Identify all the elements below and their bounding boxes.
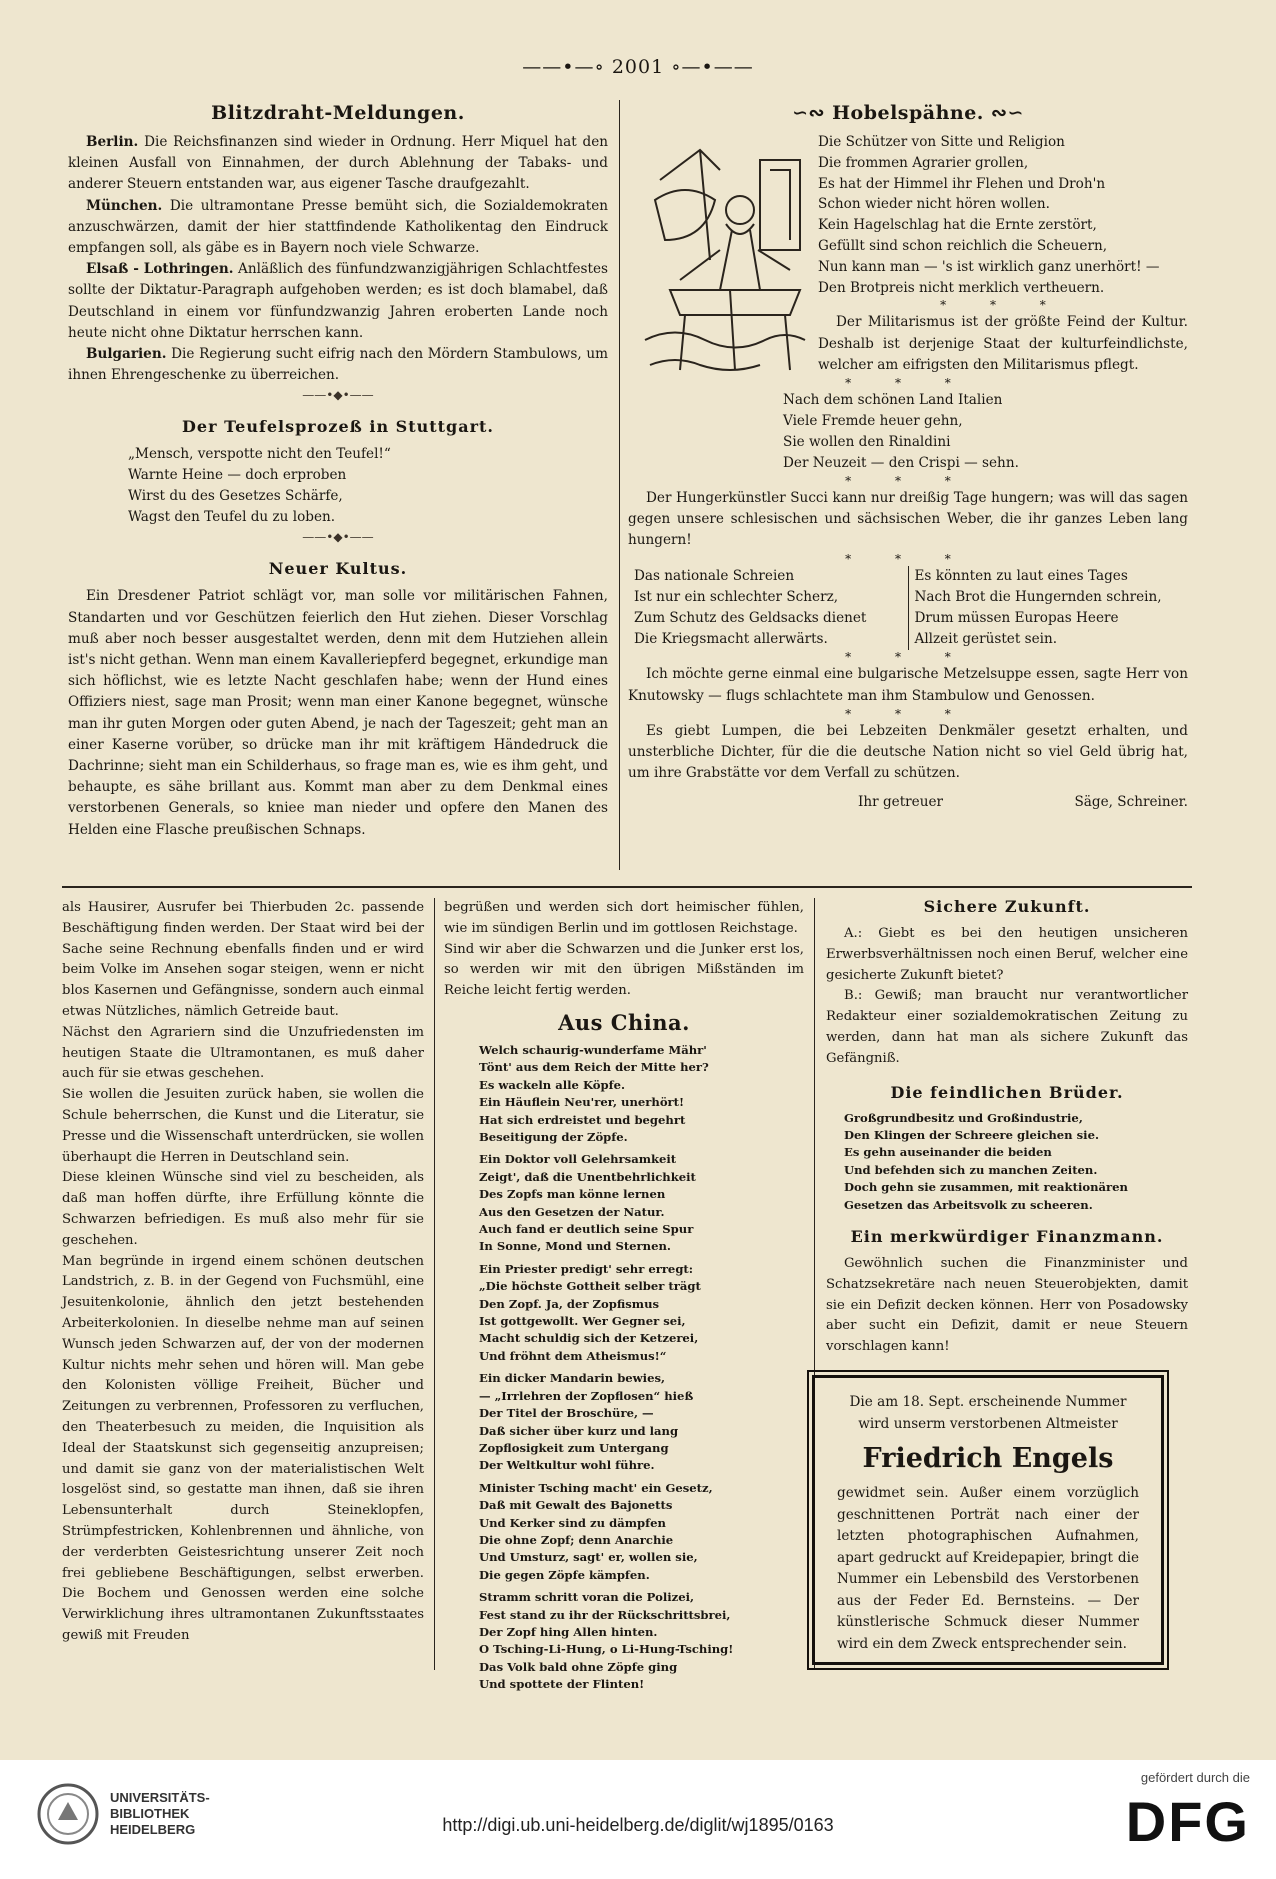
zukunft-title: Sichere Zukunft. bbox=[923, 897, 1091, 916]
ornament-divider: ——•◆•—— bbox=[302, 388, 374, 403]
intro-text: begrüßen und werden sich dort heimischer fühlen, wie im sündigen Berlin und im gottlosen Reichstage. Sind wir aber die Schwarzen und die Junker erst los, so werden wir mit den übrigen Mißständen im Reiche leicht fertig werden. bbox=[444, 900, 804, 999]
bottom-column-3 bbox=[826, 894, 1188, 1364]
page-number-value: 2001 bbox=[611, 56, 665, 78]
column-rule-top bbox=[619, 100, 620, 870]
stanza: Stramm schritt voran die Polizei, Fest stand zu ihr der Rückschrittsbrei, Der Zopf hing Allen hinten. O Tsching-Li-Hung, o Li-Hung-Tsching! Das Volk bald ohne Zöpfe ging Und spottete der Flinten! bbox=[479, 1590, 734, 1692]
suppe-text: Ich möchte gerne einmal eine bulgarische Metzelsuppe essen, sagte Herr von Knutowsky — flugs schlachtete man ihm Stambulow und Genossen. bbox=[628, 666, 1188, 704]
university-name: UNIVERSITÄTS- BIBLIOTHEK HEIDELBERG bbox=[110, 1790, 210, 1837]
bottom-column-2 bbox=[444, 898, 804, 1692]
militarismus-text: Der Militarismus ist der größte Feind der Kultur. Deshalb ist derjenige Staat der kulturfeindlichste, welcher am eifrigsten den Militarismus pflegt. bbox=[818, 314, 1188, 373]
source-url-link[interactable]: http://digi.ub.uni-heidelberg.de/diglit/wj1895/0163 bbox=[442, 1815, 834, 1835]
news-item-bulgarien: Bulgarien. Die Regierung sucht eifrig nach den Mördern Stambulows, um ihnen Ehrengeschenke zu überreichen. bbox=[68, 346, 608, 384]
zukunft-a: A.: Giebt es bei den heutigen unsicheren Erwerbsverhältnissen noch einen Beruf, welcher eine gesicherte Zukunft bietet? bbox=[826, 926, 1188, 983]
top-left-column bbox=[68, 92, 608, 874]
ornament-divider: ——•◆•—— bbox=[302, 530, 374, 545]
hobelspaehne-title: ∽∾ Hobelspähne. ∾∽ bbox=[792, 102, 1024, 124]
stanza: Welch schaurig-wunderfame Mähr' Tönt' aus dem Reich der Mitte her? Es wackeln alle Köpfe. Ein Häuflein Neu'rer, unerhört! Hat sich erdreistet und begehrt Beseitigung der Zöpfe. bbox=[479, 1042, 709, 1145]
zukunft-b: B.: Gewiß; man braucht nur verantwortlicher Redakteur einer sozialdemokratischen Zeitung zu werden, dann hat man als sichere Zukunft das Gefängniß. bbox=[826, 988, 1188, 1066]
university-seal-icon bbox=[36, 1782, 100, 1846]
bottom-column-1 bbox=[62, 898, 424, 1678]
dfg-logo: DFG bbox=[1125, 1790, 1250, 1853]
finanz-title: Ein merkwürdiger Finanzmann. bbox=[850, 1227, 1164, 1247]
brueder-title: Die feindlichen Brüder. bbox=[890, 1082, 1124, 1102]
finanz-text: Gewöhnlich suchen die Finanzminister und Schatzsekretäre nach neuen Steuerobjekten, damit sie ein Defizit decken können. Herr von Posadowsky aber sucht ein Defizit, damit er neue Steuern vorschlagen kann! bbox=[826, 1256, 1188, 1355]
funded-by-label: gefördert durch die bbox=[1140, 1770, 1250, 1785]
brueder-poem: Großgrundbesitz und Großindustrie, Den Klingen der Schreere gleichen sie. Es gehn auseinander die beiden Und befehden sich zu manchen Zeiten. Doch gehn sie zusammen, mit reaktionären Gesetzen das Arbeitsvolk zu scheeren. bbox=[844, 1110, 1128, 1212]
notice-top: Die am 18. Sept. erscheinende Nummer wird unserm verstorbenen Altmeister bbox=[849, 1394, 1127, 1432]
kultus-text: Ein Dresdener Patriot schlägt vor, man solle vor militärischen Fahnen, Standarten und vor Geschützen feierlich den Hut ziehen. Dieser Vorschlag muß aber noch besser ausgestaltet werden, denn mit dem Hutziehen allein ist's nicht gethan. Wenn man einem Kavalleriepferd begegnet, erkundige man sich höflichst, wie es letzte Nacht geschlafen habe; wenn der Hund eines Offiziers niest, sage man Prosit; wenn man einer Kanone begegnet, wünsche man ihr guten Morgen oder guten Abend, je nach der Tageszeit; geht man an einer Kaserne vorüber, so drücke man ihr mit kräftigem Händedruck die Dachrinne; sieht man ein Schilderhaus, so frage man es, wie es ihm geht, und behaupte, es sähe brillant aus. Kommt man aber zu dem Denkmal eines verstorbenen Generals, so kniee man nieder und opfere den Manen des Helden eine Flasche preußischen Schnaps. bbox=[68, 588, 608, 838]
news-item-berlin: Berlin. Die Reichsfinanzen sind wieder in Ordnung. Herr Miquel hat den kleinen Ausfall von Einnahmen, der durch Ablehnung der Tabaks- und anderer Steuern entstanden war, aus eigener Tasche draufgezahlt. bbox=[68, 134, 608, 193]
china-title: Aus China. bbox=[558, 1009, 690, 1035]
page-number: ——•—∘ 2001 ∘—•—— bbox=[522, 56, 754, 78]
stanza: Ein Priester predigt' sehr erregt: „Die höchste Gottheit selber trägt Den Zopf. Ja, der Zopfismus Ist gottgewollt. Wer Gegner sei, Macht schuldig sich der Ketzerei, Und fröhnt dem Atheismus!“ bbox=[479, 1261, 701, 1363]
notice-bottom: gewidmet sein. Außer einem vorzüglich geschnittenen Porträt nach einer der letzten photographischen Aufnahmen, apart gedruckt auf Kreidepapier, bringt die Nummer ein Lebensbild des Verstorbenen aus der Feder Ed. Bernsteins. — Der künstlerische Schmuck dieser Nummer wird ein dem Zweck entsprechender sein. bbox=[837, 1485, 1139, 1652]
hunger-text: Der Hungerkünstler Succi kann nur dreißig Tage hungern; was will das sagen gegen unsere schlesischen und sächsischen Weber, die ihr ganzes Leben lang hungern! bbox=[628, 489, 1188, 549]
column-rule-bottom-1 bbox=[434, 898, 435, 1670]
notice-name: Friedrich Engels bbox=[862, 1443, 1114, 1474]
stanza: Ein Doktor voll Gelehrsamkeit Zeigt', daß die Unentbehrlichkeit Des Zopfs man könne lernen Aus den Gesetzen der Natur. Auch fand er deutlich seine Spur In Sonne, Mond und Sternen. bbox=[479, 1152, 696, 1254]
stanza: Ein dicker Mandarin bewies, — „Irrlehren der Zopflosen“ hieß Der Titel der Broschüre, — Daß sicher über kurz und lang Zopflosigkeit zum Untergang Der Weltkultur wohl führe. bbox=[479, 1371, 694, 1473]
italien-poem: Nach dem schönen Land Italien Viele Fremde heuer gehn, Sie wollen den Rinaldini Der Neuzeit — den Crispi — sehn. bbox=[783, 391, 1019, 471]
split-poem-right: Es könnten zu laut eines Tages Nach Brot die Hungernden schrein, Drum müssen Europas Heere Allzeit gerüstet sein. bbox=[914, 567, 1162, 648]
agrarier-poem: Die Schützer von Sitte und Religion Die frommen Agrarier grollen, Es hat der Himmel ihr Flehen und Droh'n Schon wieder nicht hören wollen. Kein Hagelschlag hat die Ernte zerstört, Gefüllt sind schon reichlich die Scheuern, Nun kann man — 's ist wirklich ganz unerhört! — Den Brotpreis nicht merklich vertheuern. bbox=[818, 134, 1160, 296]
teufel-title: Der Teufelsprozeß in Stuttgart. bbox=[182, 417, 494, 437]
horizontal-rule bbox=[62, 886, 1192, 888]
stanza: Minister Tsching macht' ein Gesetz, Daß mit Gewalt des Bajonetts Und Kerker sind zu dämpfen Die ohne Zopf; denn Anarchie Und Umsturz, sagt' er, wollen sie, Die gegen Zöpfe kämpfen. bbox=[479, 1480, 713, 1582]
news-item-elsass: Elsaß - Lothringen. Anläßlich des fünfundzwanzigjährigen Schlachtfestes sollte der Diktatur-Paragraph aufgehoben werden; es ist doch blamabel, daß Deutschland in einem vor fünfundzwanzig Jahren eroberten Lande noch heute nicht ohne Diktatur herrschen kann. bbox=[68, 261, 608, 341]
signature: Ihr getreuer Säge, Schreiner. bbox=[858, 794, 1188, 811]
kultus-title: Neuer Kultus. bbox=[268, 559, 408, 579]
china-poem bbox=[444, 1042, 804, 1694]
blitzdraht-title: Blitzdraht-Meldungen. bbox=[211, 102, 465, 124]
teufel-poem: „Mensch, verspotte nicht den Teufel!“ Warnte Heine — doch erproben Wirst du des Gesetzes Schärfe, Wagst den Teufel du zu loben. bbox=[128, 446, 391, 526]
engels-notice-box bbox=[812, 1375, 1164, 1665]
body-text: als Hausirer, Ausrufer bei Thierbuden 2c. passende Beschäftigung finden werden. Der Staat wird bei der Sache seine Rechnung ebenfalls finden und er wird beim Volke im Ansehen sogar steigen, wenn er nicht blos Kasernen und Gefängnisse, sondern auch einmal etwas Nützliches, nämlich Getreide baut. Nächst den Agrariern sind die Unzufriedensten im heutigen Staate die Ultramontanen, es muß daher auch für sie etwas geschehen. Sie wollen die Jesuiten zurück haben, sie wollen die Schule beherrschen, die Kunst und die Literatur, sie Presse und die Wissenschaft unterdrücken, sie wollen überhaupt die Herren in Deutschland sein. Diese kleinen Wünsche sind viel zu bescheiden, als daß man hoffen dürfte, ihre Erfüllung könnte die Schwarzen befriedigen. Es muß also mehr für sie geschehen. Man begründe in irgend einem schönen deutschen Landstrich, z. B. in der Gegend von Fuchsmühl, eine Jesuitenkolonie, ähnlich den jetzt bestehenden Arbeiterkolonien. In dieselbe nehme man auf seinen Wunsch jeden Schwarzen auf, der von der modernen Kultur nichts mehr sehen und hören will. Man gebe den Kolonisten völlige Freiheit, Bücher und Zeitungen zu verbrennen, Professoren zu verfluchen, den Theaterbesuch zu meiden, die Inquisition als Ideal der Staatskunst sich gegenseitig anzupreisen; und damit sie ganz von der materialistischen Welt losgelöst sind, so gestatte man ihnen, daß sie ihren Lebensunterhalt durch Steineklopfen, Strümpfestricken, Kohlenbrennen und ähnliche, von der verderbten Geistesrichtung unserer Zeit noch frei gebliebene Beschäftigungen, selbst erwerben. Die Bochem und Genossen werden eine solche Verwirklichung ihres ultramontanen Zukunftsstaates gewiß mit Freuden bbox=[62, 900, 424, 1643]
footer-bar bbox=[0, 1760, 1276, 1879]
split-poem bbox=[628, 566, 1188, 651]
lumpen-text: Es giebt Lumpen, die bei Lebzeiten Denkmäler gesetzt erhalten, und unsterbliche Dichter, für die die deutsche Nation nicht so viel Geld übrig hat, um ihre Grabstätte vor dem Verfall zu schützen. bbox=[628, 722, 1188, 782]
top-right-column: ∽∾ Hobelspähne. ∾∽ Die Schützer von Sitte und Religion Die frommen Agrarier grollen, Es hat der Himmel ihr Flehen und Droh'n Schon wieder nicht hören wollen. Kein Hagelschlag hat die Ernte zerstört, Gefüllt sind schon reichlich die Scheuern, Nun kann man — 's ist wirklich ganz unerhört! — Den Brotpreis nicht merklich vertheuern. * * * Der Militarismus ist der größte Feind der Kultur. Deshalb ist derjenige Staat der kulturfeindlichste, welcher am eifrigsten den Militarismus pflegt. * * * Nach dem schönen Land Italien Viele Fremde heuer gehn, Sie wollen den Rinaldini Der Neuzeit — den Crispi — sehn. * * * Der Hungerkünstler Succi kann nur dreißig Tage hungern; was will das sagen gegen unsere schlesischen und sächsischen Weber, die ihr ganzes Leben lang hungern! * * * Das nationale Schreien Ist nur ein schlechter Scherz, Zum Schutz des Geldsacks dienet Die Kriegsmacht allerwärts. Es könnten zu laut eines Tages Nach Brot die Hungernden schrein, Drum müssen Europas Heere Allzeit gerüstet sein. * * * Ich möchte gerne einmal eine bulgarische Metzelsuppe essen, sagte Herr von Knutowsky — flugs schlachtete man ihm Stambulow und Genossen. * * * Es giebt Lumpen, die bei Lebzeiten Denkmäler gesetzt erhalten, und unsterbliche Dichter, für die die deutsche Nation nicht so viel Geld übrig hat, um ihre Grabstätte vor dem Verfall zu schützen. Ihr getreuer Säge, Schreiner. bbox=[628, 92, 1188, 882]
news-item-muenchen: München. Die ultramontane Presse bemüht sich, die Sozialdemokraten anzuschwärzen, damit der hier stattfindende Katholikentag den Eindruck empfangen soll, als gäbe es in Bayern noch viele Schwarze. bbox=[68, 197, 608, 257]
split-poem-left: Das nationale Schreien Ist nur ein schlechter Scherz, Zum Schutz des Geldsacks dienet Die Kriegsmacht allerwärts. bbox=[628, 566, 909, 651]
